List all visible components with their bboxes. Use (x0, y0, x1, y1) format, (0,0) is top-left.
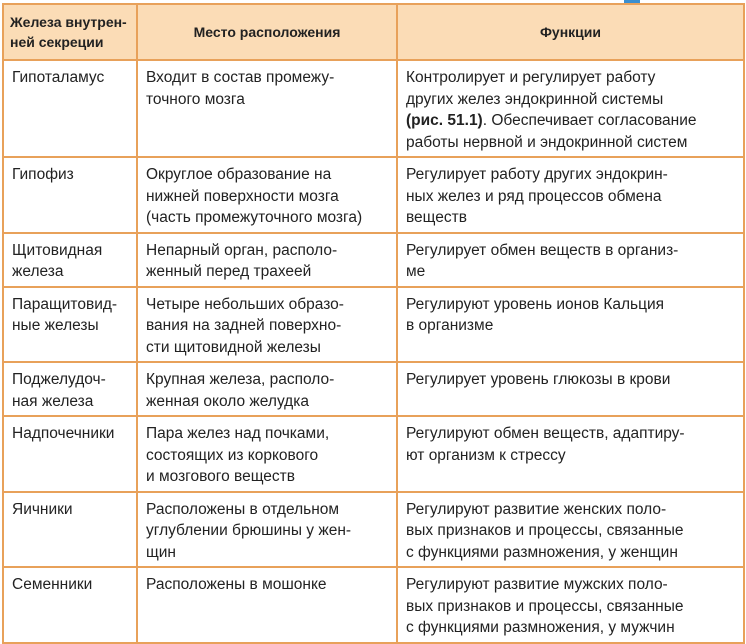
gland-cell: Щитовидная железа (3, 233, 137, 287)
function-text: Контролирует и регулирует работу других желез эндокринной системы (406, 69, 664, 108)
table-row (3, 287, 744, 363)
function-cell: Регулируют развитие женских поло- вых признаков и процессы, связанные с функциями размножения, у женщин (397, 492, 744, 568)
table-row (3, 157, 744, 233)
gland-cell: Яичники (3, 492, 137, 568)
location-cell: Крупная железа, располо- женная около желудка (137, 362, 397, 416)
location-cell: Пара желез над почками, состоящих из коркового и мозгового веществ (137, 416, 397, 492)
function-cell: Регулируют обмен веществ, адаптиру- ют организм к стрессу (397, 416, 744, 492)
function-cell: Регулирует работу других эндокрин- ных желез и ряд процессов обмена веществ (397, 157, 744, 233)
location-cell: Округлое образование на нижней поверхности мозга (часть промежуточного мозга) (137, 157, 397, 233)
gland-cell: Паращитовид- ные железы (3, 287, 137, 363)
location-cell: Расположены в отдельном углублении брюшины у жен- щин (137, 492, 397, 568)
table-row (3, 233, 744, 287)
location-cell: Входит в состав промежу- точного мозга (137, 60, 397, 157)
table-row (3, 362, 744, 416)
table-row (3, 416, 744, 492)
function-cell (397, 60, 744, 157)
function-cell: Регулирует уровень глюкозы в крови (397, 362, 744, 416)
table-row (3, 60, 744, 157)
table-row (3, 492, 744, 568)
header-gland: Железа внутрен- ней секреции (3, 4, 137, 60)
function-text: . Обеспечивает согласование работы нервной и эндокринной систем (406, 112, 697, 151)
header-functions: Функции (397, 4, 744, 60)
gland-cell: Поджелудоч- ная железа (3, 362, 137, 416)
function-cell: Регулируют развитие мужских поло- вых признаков и процессы, связанные с функциями размножения, у мужчин (397, 567, 744, 643)
table-row (3, 567, 744, 643)
figure-reference: (рис. 51.1) (406, 112, 483, 129)
function-cell: Регулируют уровень ионов Кальция в организме (397, 287, 744, 363)
function-cell: Регулирует обмен веществ в организ- ме (397, 233, 744, 287)
gland-cell: Надпочечники (3, 416, 137, 492)
location-cell: Непарный орган, располо- женный перед трахеей (137, 233, 397, 287)
location-cell: Четыре небольших образо- вания на задней поверхно- сти щитовидной железы (137, 287, 397, 363)
gland-cell: Гипоталамус (3, 60, 137, 157)
gland-cell: Гипофиз (3, 157, 137, 233)
location-cell: Расположены в мошонке (137, 567, 397, 643)
gland-cell: Семенники (3, 567, 137, 643)
header-location: Место расположения (137, 4, 397, 60)
endocrine-glands-table (2, 3, 745, 644)
table-header-row (3, 4, 744, 60)
